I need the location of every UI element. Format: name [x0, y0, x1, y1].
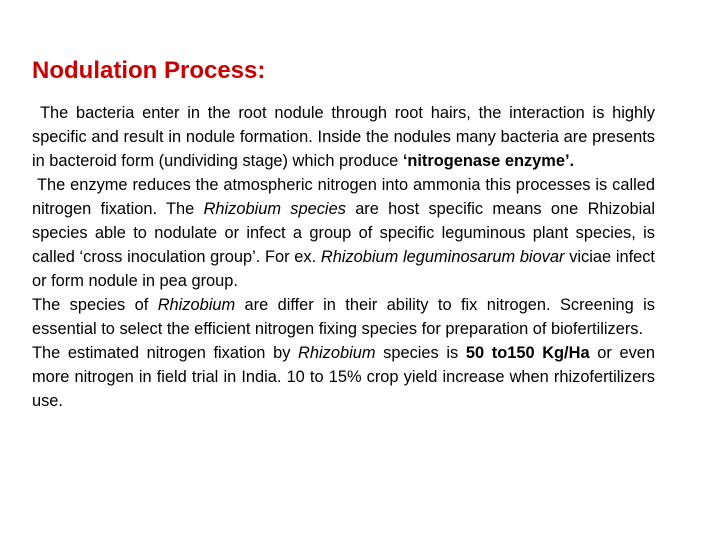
- paragraph-text: The bacteria enter in the root nodule through root hairs, the interaction is highly specific and result in nodule formation. Inside the nodules many bacteria are presents in bacteroid form (undividing stage) which produce: [32, 104, 655, 170]
- paragraph-text: species is: [375, 344, 466, 362]
- paragraph-estimated-fixation: [32, 341, 655, 413]
- fixation-rate: 50 to150 Kg/Ha: [465, 344, 590, 362]
- paragraph-text: The enzyme reduces the atmospheric nitrogen into ammonia this processes is called nitrogen fixation. The: [32, 176, 655, 218]
- paragraph-nitrogen-fixation: [32, 173, 655, 293]
- paragraph-text: are differ in their ability to fix nitrogen. Screening is essential to select the efficient nitrogen fixing species for preparation of biofertilizers.: [32, 296, 655, 338]
- paragraph-text: viciae infect or form nodule in pea group.: [32, 248, 655, 290]
- paragraph-text: are host specific means one Rhizobial species able to nodulate or infect a group of specific leguminous plant species, is called ‘cross inoculation group’. For ex.: [32, 200, 655, 266]
- species-name: Rhizobium species: [203, 200, 346, 218]
- enzyme-name: ‘nitrogenase enzyme’.: [402, 152, 575, 170]
- slide-body: [32, 101, 655, 413]
- species-name: Rhizobium: [157, 296, 236, 314]
- paragraph-text: or even more nitrogen in field trial in India. 10 to 15% crop yield increase when rhizofertilizers use.: [32, 344, 655, 410]
- paragraph-text: The species of: [32, 296, 158, 314]
- species-name: Rhizobium: [298, 344, 376, 362]
- slide-title: Nodulation Process:: [32, 57, 266, 84]
- paragraph-screening: [32, 293, 655, 341]
- paragraph-bacteria-entry: [32, 101, 655, 173]
- paragraph-text: The estimated nitrogen fixation by: [32, 344, 299, 362]
- species-name: Rhizobium leguminosarum biovar: [320, 248, 565, 266]
